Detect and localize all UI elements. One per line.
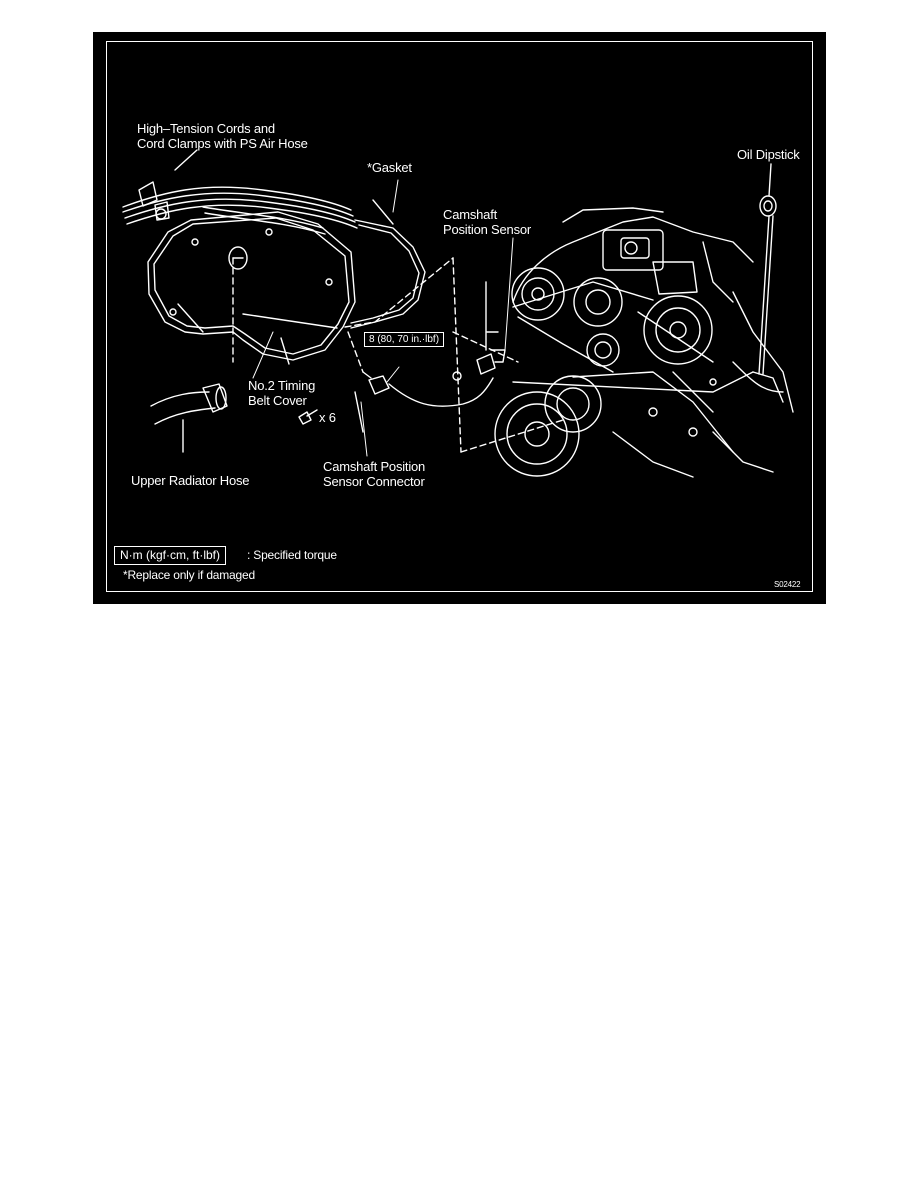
label-upper-radiator-hose: Upper Radiator Hose bbox=[131, 473, 250, 488]
label-bolt-count: x 6 bbox=[319, 410, 336, 425]
figure-code: S02422 bbox=[774, 580, 801, 589]
label-camshaft-sensor-connector: Camshaft Position Sensor Connector bbox=[323, 459, 426, 489]
legend-unit-description: : Specified torque bbox=[247, 548, 337, 562]
bolt-icon bbox=[299, 410, 317, 424]
label-timing-belt-cover: No.2 Timing Belt Cover bbox=[248, 378, 316, 408]
legend-unit-box: N·m (kgf·cm, ft·lbf) bbox=[114, 546, 226, 565]
gasket bbox=[351, 200, 425, 328]
engine-block bbox=[495, 208, 793, 477]
label-camshaft-position-sensor: Camshaft Position Sensor bbox=[443, 207, 532, 237]
label-gasket: *Gasket bbox=[367, 160, 412, 175]
sensor-connector bbox=[355, 372, 493, 432]
timing-belt-cover bbox=[148, 212, 355, 364]
engine-illustration bbox=[93, 32, 826, 604]
label-high-tension-cords: High–Tension Cords and Cord Clamps with PS Air Hose bbox=[137, 121, 308, 151]
high-tension-cords bbox=[123, 150, 357, 234]
legend-note: *Replace only if damaged bbox=[123, 568, 255, 582]
diagram-panel bbox=[93, 32, 826, 604]
camshaft-position-sensor bbox=[453, 282, 505, 380]
torque-value-box: 8 (80, 70 in.·lbf) bbox=[364, 332, 444, 347]
label-oil-dipstick: Oil Dipstick bbox=[737, 147, 800, 162]
upper-radiator-hose bbox=[151, 384, 227, 452]
